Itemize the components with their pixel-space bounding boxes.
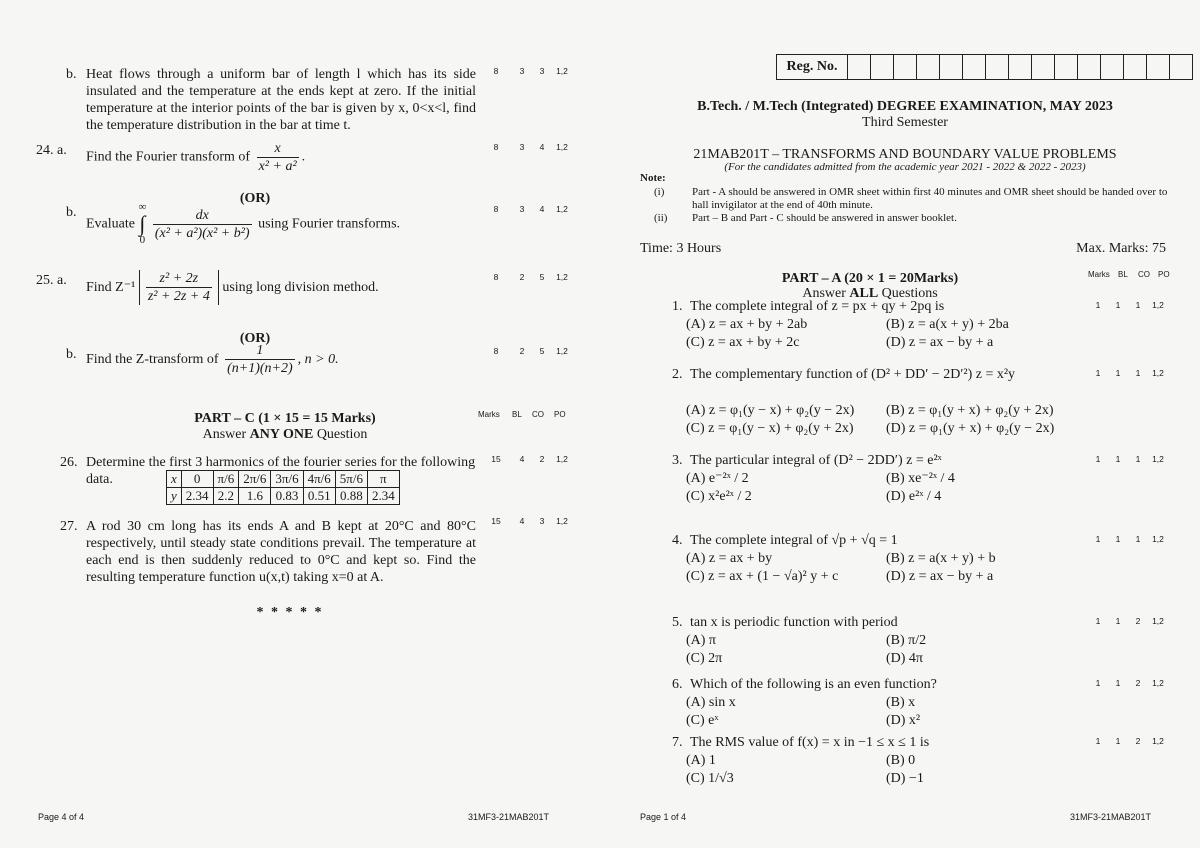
q25a-den: z² + 2z + 4: [147, 289, 210, 304]
meta-po: 1,2: [1152, 616, 1164, 626]
question-number: 1.: [672, 299, 683, 314]
question-text: The complementary function of (D² + DD′ − 2D′²) z = x²y: [690, 367, 1016, 382]
table-cell: 3π/6: [271, 471, 303, 488]
meta-po: 1,2: [1152, 368, 1164, 378]
integral-upper-limit: ∞: [138, 201, 147, 213]
meta-bl: 1: [1115, 300, 1121, 310]
meta-po: 1,2: [1152, 534, 1164, 544]
option-d: (D) −1: [886, 771, 924, 786]
q23b-label: b.: [66, 67, 77, 82]
exam-title: B.Tech. / M.Tech (Integrated) DEGREE EXAMINATION, MAY 2023: [697, 99, 1113, 114]
q24a-text: Find the Fourier transform of: [86, 149, 251, 165]
exam-time: Time: 3 Hours: [640, 241, 722, 256]
q25a-text-post: using long division method.: [222, 280, 379, 295]
option-a: (A) e⁻²ˣ / 2: [686, 471, 749, 486]
meta-marks: 1: [1095, 454, 1101, 464]
meta-bl: 1: [1115, 678, 1121, 688]
meta-po: 1,2: [1152, 678, 1164, 688]
q26-label: 26.: [60, 455, 78, 470]
semester: Third Semester: [862, 115, 948, 130]
meta-co: 2: [1135, 616, 1141, 626]
question-text: The RMS value of f(x) = x in −1 ≤ x ≤ 1 is: [690, 735, 930, 750]
integral-lower-limit: 0: [139, 234, 146, 246]
option-b: (B) π/2: [886, 633, 927, 648]
table-cell: π/6: [213, 471, 239, 488]
part-a-title: PART – A (20 × 1 = 20Marks): [781, 271, 959, 286]
q24b-text-pre: Evaluate: [86, 216, 135, 232]
meta-marks: 1: [1095, 616, 1101, 626]
question-text: The particular integral of (D² − 2DD′) z = e²ˣ: [690, 453, 942, 468]
option-c: (C) x²e²ˣ / 2: [686, 489, 752, 504]
table-cell: 0: [181, 471, 213, 488]
q24b-integral: ∞ ∫ 0: [138, 201, 147, 246]
table-cell: 0.51: [303, 488, 335, 505]
q25b-text: Find the Z-transform of: [86, 352, 219, 367]
option-c: (C) 1/√3: [686, 771, 734, 786]
question-number: 5.: [672, 615, 683, 630]
option-a: (A) sin x: [686, 695, 736, 710]
option-c: (C) z = ax + (1 − √a)² y + c: [686, 569, 839, 584]
meta-po: 1,2: [1152, 454, 1164, 464]
q24a-num: x: [257, 140, 299, 158]
left-page: b. Heat flows through a uniform bar of length l which has its side insulated and the temperature at the ends kept at zero. If the initial temperature at the interior points of the bar is given by x, 0<x<l, find the temperature distribution in the bar at time t. 8 3 3 1,2 24. a. Find the Fourier transform of $\frac{x}{\text{x² + a²}}$ . 8 3 4 1,2 (OR) b. Evaluate ∞ ∫ 0 $\frac{dx}{\text{(x² + a²)(x² + b²)}}$ using Fourier transforms. 8 3 4 1,2 25. a. Find Z⁻¹ $\frac{\text{z² + 2z}}{\text{z² + 2z + 4}}$ using long division method. 8 2 5 1,2 (OR) b. Find the Z-transform of $\frac{1}{(n+1)(n+2)}$ , n > 0. 8 2 5 1,2 PART – C (1 × 15 = 15 Marks) Answer ANY ONE Question Marks BL CO PO 26. Determine the first 3 harmonics of the fourier series for the following data. 15 4 2 1,2 x 0 π/6 2π/6 3π/6 4π/6 5π/6 π y 2.34 2.2 1.6 0.83 0.51 0.88 2.34 27. A rod 30 cm long has its ends A and B kept at 20°C and 80°C respectively, until steady state conditions prevail. The temperature at each end is then suddenly reduced to 0°C and kept so. Find the resulting temperature function u(x,t) taking x=0 at A. 15 4 3 1,2 * * * * * Page 4 of 4 31MF3-21MAB201T: [36, 66, 568, 822]
q27-label: 27.: [60, 519, 78, 534]
option-d: (D) z = φ₁(y + x) + φ₂(y − 2x): [886, 421, 1055, 436]
q25a-num: z² + 2z: [146, 270, 212, 288]
option-c: (C) eˣ: [686, 713, 719, 728]
part-a-subtitle: Answer ALL Questions: [802, 286, 938, 301]
meta-co: 1: [1135, 368, 1141, 378]
end-stars: * * * * *: [256, 605, 324, 620]
q24b-den: (x² + a²)(x² + b²): [154, 225, 250, 241]
question-number: 6.: [672, 677, 683, 692]
table-cell: 2.2: [213, 488, 239, 505]
question-number: 3.: [672, 453, 683, 468]
option-c: (C) z = ax + by + 2c: [686, 335, 800, 350]
q24b-text-post: using Fourier transforms.: [258, 216, 401, 232]
meta-po: 1,2: [1152, 736, 1164, 746]
option-c: (C) z = φ₁(y − x) + φ₂(y + 2x): [686, 421, 854, 436]
table-cell: 2.34: [181, 488, 213, 505]
part-c-subtitle: Answer ANY ONE Question: [202, 427, 368, 442]
meta-co: 1: [1135, 454, 1141, 464]
option-c: (C) 2π: [686, 651, 723, 666]
meta-bl: 1: [1115, 534, 1121, 544]
option-a: (A) 1: [686, 753, 716, 768]
option-a: (A) z = ax + by: [686, 551, 773, 566]
option-d: (D) z = ax − by + a: [886, 335, 994, 350]
table-cell: x: [167, 471, 182, 488]
reg-no-box: [776, 54, 1193, 80]
option-b: (B) z = φ₁(y + x) + φ₂(y + 2x): [886, 403, 1054, 418]
q25b-label: b.: [66, 347, 77, 362]
or-divider-1: (OR): [239, 191, 271, 206]
option-b: (B) z = a(x + y) + b: [886, 551, 996, 566]
q25b-cond: , n > 0.: [297, 352, 339, 367]
footer-code: 31MF3-21MAB201T: [468, 812, 550, 822]
q23b-text: Heat flows through a uniform bar of length l which has its side insulated and the temperature at the ends kept at zero. If the initial temperature at the interior points of the bar is given by x, 0<x<l, find the temperature distribution in the bar at time t.: [86, 67, 476, 133]
question-number: 7.: [672, 735, 683, 750]
harmonics-table: [166, 470, 400, 505]
option-d: (D) z = ax − by + a: [886, 569, 994, 584]
meta-marks: 1: [1095, 534, 1101, 544]
option-a: (A) z = φ₁(y − x) + φ₂(y − 2x): [686, 403, 855, 418]
note-label: Note:: [640, 172, 666, 184]
table-cell: y: [167, 488, 182, 505]
meta-co: 2: [1135, 678, 1141, 688]
admitted-note: (For the candidates admitted from the academic year 2021 - 2022 & 2022 - 2023): [724, 161, 1086, 173]
meta-co: 2: [1135, 736, 1141, 746]
question-text: Which of the following is an even function?: [690, 677, 937, 692]
meta-co: 1: [1135, 300, 1141, 310]
q24a-label: 24. a.: [36, 143, 67, 158]
option-b: (B) x: [886, 695, 916, 710]
meta-bl: 1: [1115, 616, 1121, 626]
table-cell: 2.34: [367, 488, 399, 505]
q24a-den: x² + a²: [258, 159, 297, 174]
meta-bl: 1: [1115, 368, 1121, 378]
q25b-den: (n+1)(n+2): [227, 361, 293, 376]
note-ii-num: (ii): [654, 212, 668, 224]
q25a-label: 25. a.: [36, 273, 67, 288]
question-number: 2.: [672, 367, 683, 382]
meta-po: 1,2: [1152, 300, 1164, 310]
table-cell: 0.83: [271, 488, 303, 505]
q24a-body: Find the Fourier transform of $\frac{x}{\text{x² + a²}}$ .: [86, 141, 306, 174]
q24b-body: [86, 202, 400, 246]
question-text: The complete integral of √p + √q = 1: [690, 533, 898, 548]
option-a: (A) π: [686, 633, 717, 648]
option-b: (B) xe⁻²ˣ / 4: [886, 471, 955, 486]
meta-co: 1: [1135, 534, 1141, 544]
question-text: The complete integral of z = px + qy + 2pq is: [690, 299, 945, 314]
question-number: 4.: [672, 533, 683, 548]
or-divider-2: (OR): [239, 331, 271, 346]
option-a: (A) z = ax + by + 2ab: [686, 317, 808, 332]
footer-page-number: Page 4 of 4: [38, 812, 85, 822]
note-i: Part - A should be answered in OMR sheet within first 40 minutes and OMR sheet should be handed over to hall invigilator at the end of 40th minute.: [692, 186, 1168, 211]
course-title: 21MAB201T – TRANSFORMS AND BOUNDARY VALUE PROBLEMS: [693, 147, 1117, 162]
right-page: Reg. No. B.Tech. / M.Tech (Integrated) DEGREE EXAMINATION, MAY 2023 Third Semester 21MAB201T – TRANSFORMS AND BOUNDARY VALUE PROBLEMS (For the candidates admitted from the academic year 2021 - 2022 & 2022 - 2023) Note: (i) Part - A should be answered in OMR sheet within first 40 minutes and OMR sheet should be handed over to hall invigilator at the end of 40th minute. (ii) Part – B and Part - C should be answered in answer booklet. Time: 3 Hours Max. Marks: 75 PART – A (20 × 1 = 20Marks) Answer ALL Questions Marks BL CO PO 1. The complete integral of z = px + qy + 2pq is (A) z = ax + by + 2ab (B) z = a(x + y) + 2ba (C) z = ax + by + 2c (D) z = ax − by + a 1 1 1 1,2 2. The complementary function of (D² + DD′ − 2D′²) z = x²y (A) z = φ₁(y − x) + φ₂(y − 2x) (B) z = φ₁(y + x) + φ₂(y + 2x) (C) z = φ₁(y − x) + φ₂(y + 2x) (D) z = φ₁(y + x) + φ₂(y − 2x) 1 1 1 1,2 3. The particular integral of (D² − 2DD′) z = e²ˣ (A) e⁻²ˣ / 2 (B) xe⁻²ˣ / 4 (C) x²e²ˣ / 2 (D) e²ˣ / 4 1 1 1 1,2 4. The complete integral of √p + √q = 1 (A) z = ax + by (B) z = a(x + y) + b (C) z = ax + (1 − √a)² y + c (D) z = ax − by + a 1 1 1 1,2 5. tan x is periodic function with period (A) π (B) π/2 (C) 2π (D) 4π 1 1 2 1,2 6. Which of the following is an even function? (A) sin x (B) x (C) eˣ (D) x² 1 1 2 1,2 7. The RMS value of f(x) = x in −1 ≤ x ≤ 1 is (A) 1 (B) 0 (C) 1/√3 (D) −1 1 1 2 1,2 Page 1 of 4 31MF3-21MAB201T: [600, 0, 1200, 848]
table-cell: 0.88: [335, 488, 367, 505]
table-cell: 2π/6: [239, 471, 271, 488]
q25a-text-pre: Find Z⁻¹: [86, 280, 136, 295]
option-d: (D) x²: [886, 713, 921, 728]
q27-text: A rod 30 cm long has its ends A and B kept at 20°C and 80°C respectively, until steady state conditions prevail. The temperature at each end is then suddenly reduced to 0°C and kept so. Find the resulting temperature function u(x,t) taking x=0 at A.: [86, 519, 476, 585]
meta-marks: 1: [1095, 368, 1101, 378]
part-c-title: PART – C (1 × 15 = 15 Marks): [194, 411, 376, 426]
option-d: (D) e²ˣ / 4: [886, 489, 942, 504]
q25b-num: 1: [225, 342, 295, 360]
table-cell: π: [367, 471, 399, 488]
meta-marks: 1: [1095, 736, 1101, 746]
question-text: tan x is periodic function with period: [690, 615, 898, 630]
option-b: (B) z = a(x + y) + 2ba: [886, 317, 1009, 332]
footer-code: 31MF3-21MAB201T: [1070, 812, 1152, 822]
meta-bl: 1: [1115, 736, 1121, 746]
option-b: (B) 0: [886, 753, 916, 768]
reg-no-label: Reg. No.: [777, 55, 848, 79]
footer-page-number: Page 1 of 4: [640, 812, 687, 822]
q25a-body: [86, 270, 379, 305]
q24b-label: b.: [66, 205, 77, 220]
max-marks: Max. Marks: 75: [1076, 241, 1166, 256]
table-cell: 4π/6: [303, 471, 335, 488]
meta-bl: 1: [1115, 454, 1121, 464]
table-cell: 1.6: [239, 488, 271, 505]
note-i-num: (i): [654, 186, 665, 198]
table-row: [167, 471, 400, 488]
option-d: (D) 4π: [886, 651, 924, 666]
note-ii: Part – B and Part - C should be answered in answer booklet.: [692, 212, 957, 224]
table-row: [167, 488, 400, 505]
table-cell: 5π/6: [335, 471, 367, 488]
q24b-num: dx: [153, 207, 252, 225]
meta-marks: 1: [1095, 300, 1101, 310]
meta-marks: 1: [1095, 678, 1101, 688]
q26-text: Determine the first 3 harmonics of the fourier series for the following data.: [86, 455, 476, 487]
q25b-body: [86, 342, 339, 377]
